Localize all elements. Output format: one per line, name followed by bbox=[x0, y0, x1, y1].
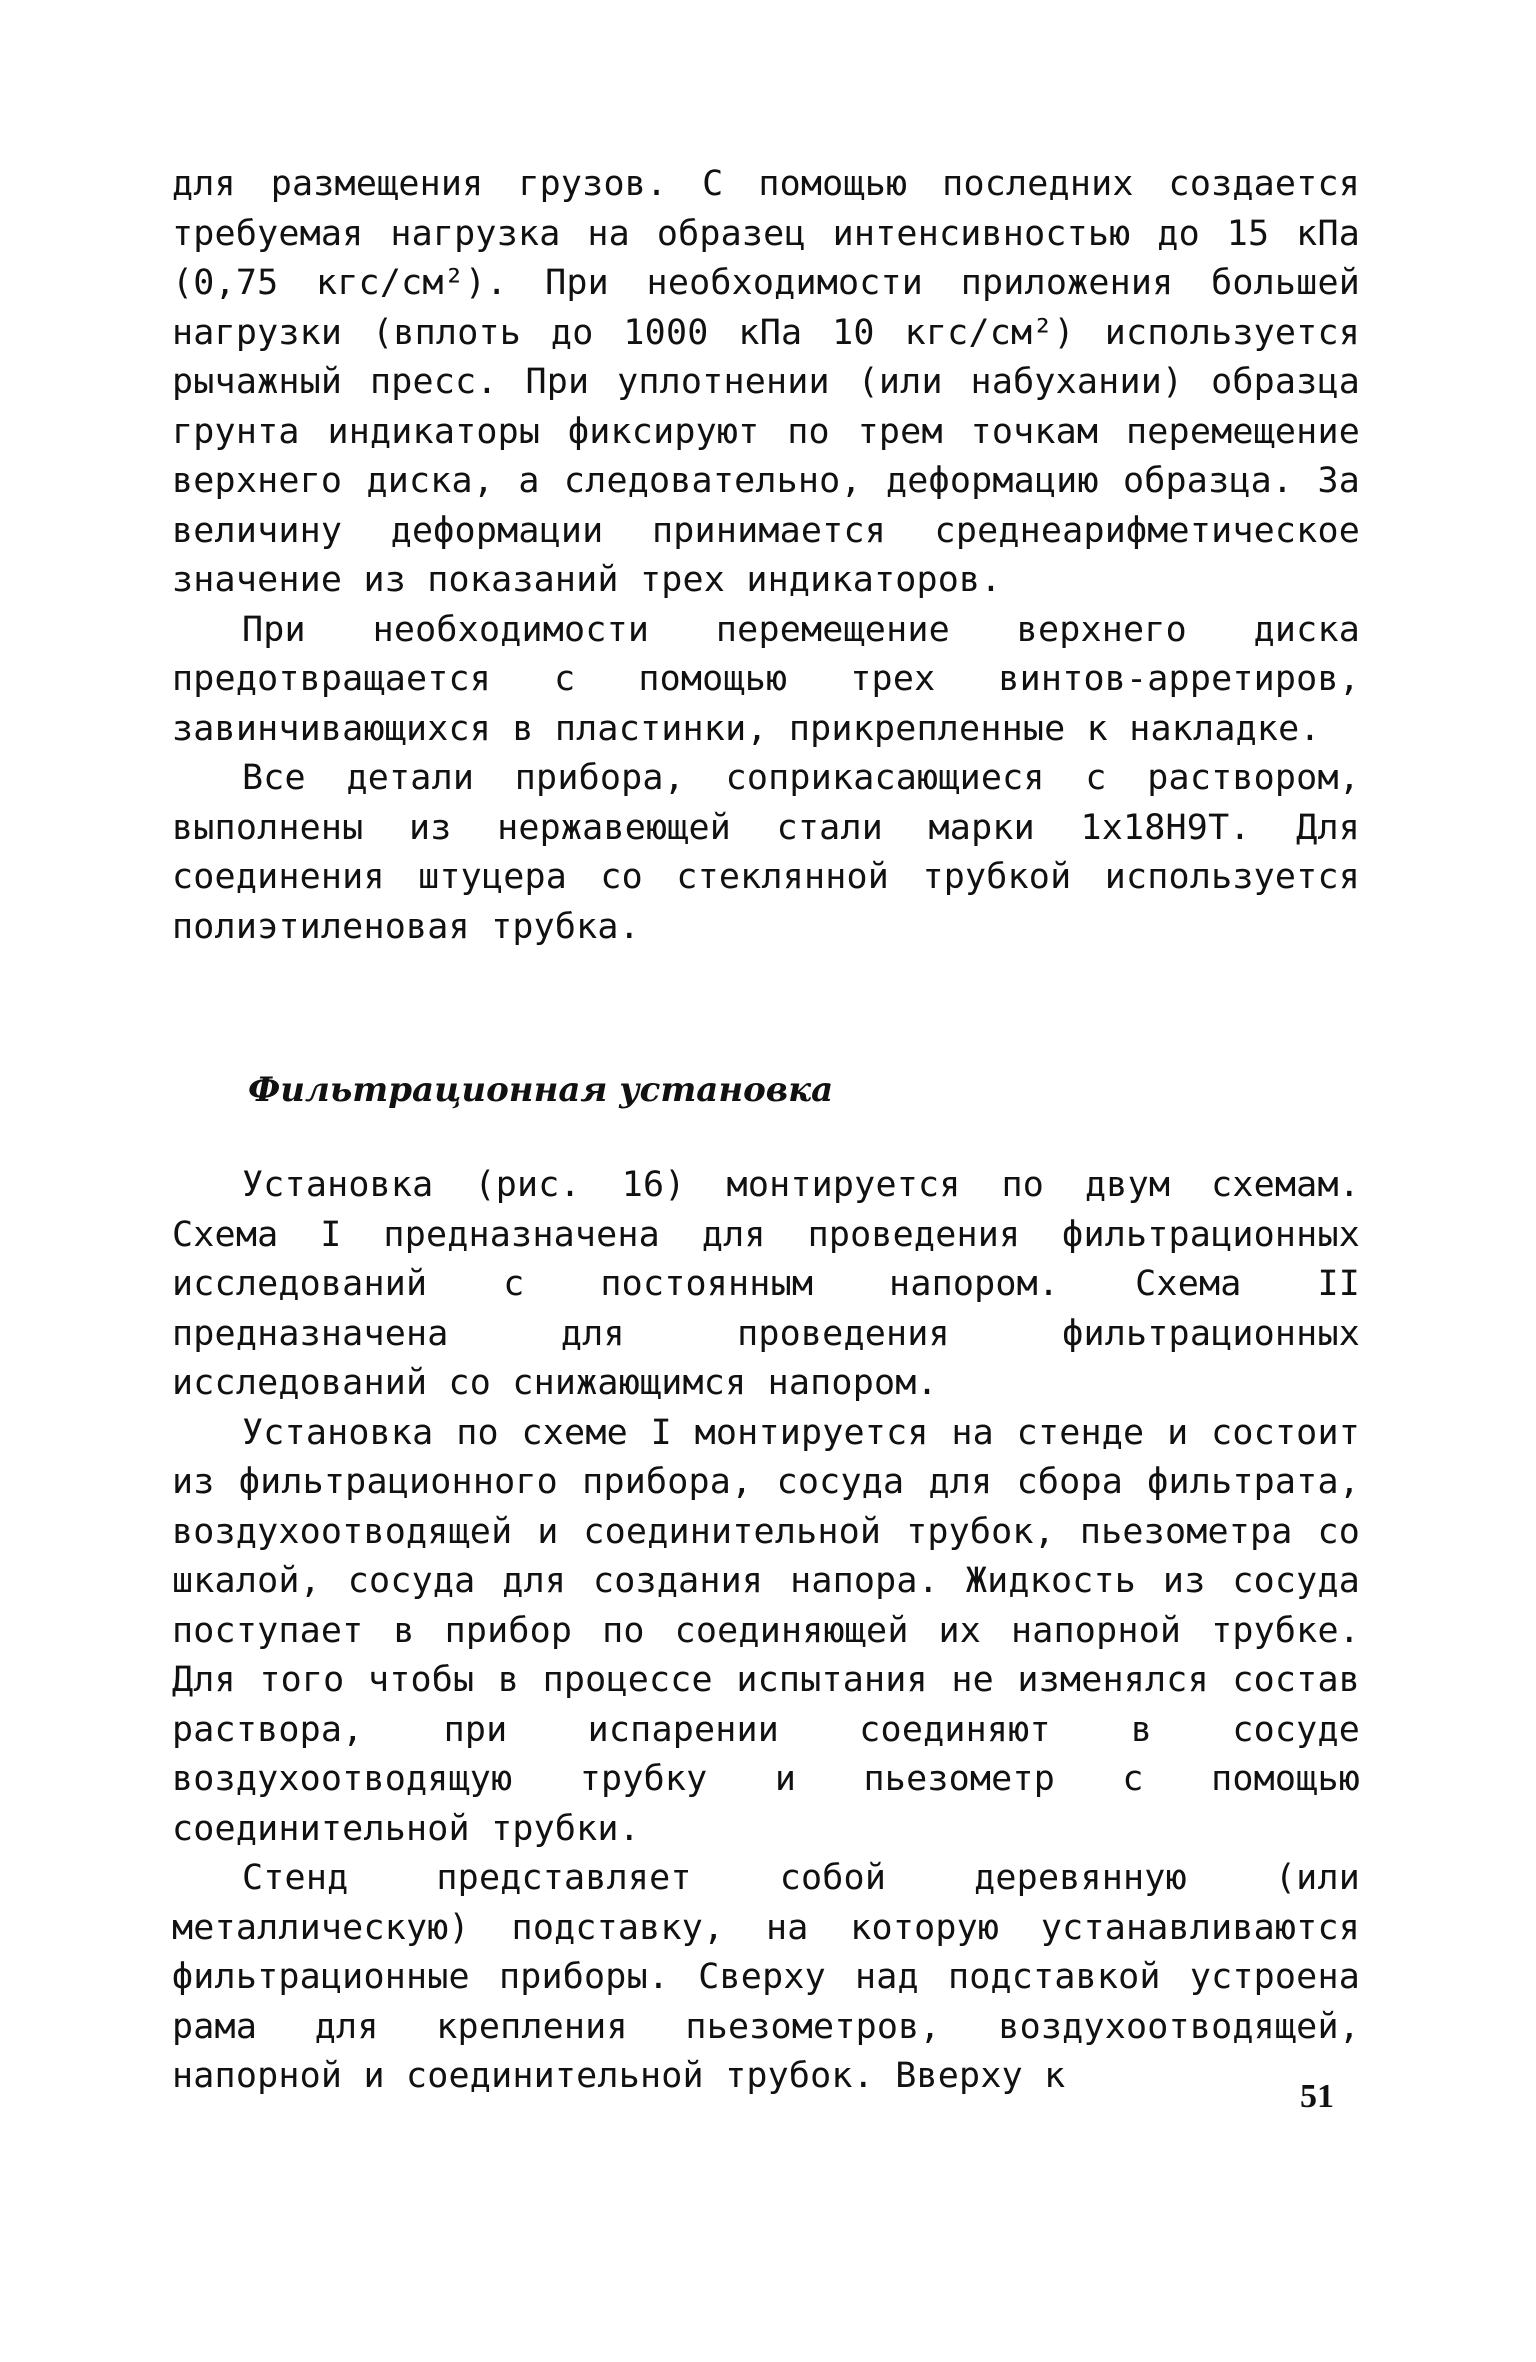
paragraph-materials: Все детали прибора, соприкасающиеся с раствором, выполнены из нержавеющей стали марки 1х18Н9Т. Для соединения штуцера со стеклянной трубкой используется полиэтиленовая трубка. bbox=[172, 758, 1360, 947]
paragraph-stand: Стенд представляет собой деревянную (или металлическую) подставку, на которую устанавливаются фильтрационные приборы. Сверху над подставкой устроена рама для крепления пьезометров, воздухоотводящей, напорной и соединительной трубок. Вверху к bbox=[172, 1858, 1360, 2096]
section-heading: Фильтрационная установка bbox=[248, 1070, 834, 1110]
text-block-top bbox=[172, 160, 1360, 952]
paragraph-load-application: для размещения грузов. С помощью последних создается требуемая нагрузка на образец интенсивностью до 15 кПа (0,75 кгс/см²). При необходимости приложения большей нагрузки (вплоть до 1000 кПа 10 кгс/см²) используется рычажный пресс. При уплотнении (или набухании) образца грунта индикаторы фиксируют по трем точкам перемещение верхнего диска, а следовательно, деформацию образца. За величину деформации принимается среднеарифметическое значение из показаний трех индикаторов. bbox=[172, 164, 1360, 600]
paragraph-disk-locking: При необходимости перемещение верхнего диска предотвращается с помощью трех винтов-арретиров, завинчивающихся в пластинки, прикрепленные к накладке. bbox=[172, 609, 1360, 749]
paragraph-scheme-one: Установка по схеме I монтируется на стенде и состоит из фильтрационного прибора, сосуда для сбора фильтрата, воздухоотводящей и соединительной трубок, пьезометра со шкалой, сосуда для создания напора. Жидкость из сосуда поступает в прибор по соединяющей их напорной трубке. Для того чтобы в процессе испытания не изменялся состав раствора, при испарении соединяют в сосуде воздухоотводящую трубку и пьезометр с помощью соединительной трубки. bbox=[172, 1412, 1360, 1849]
text-block-bottom bbox=[172, 1161, 1360, 2102]
paragraph-installation-schemes: Установка (рис. 16) монтируется по двум схемам. Схема I предназначена для проведения фильтрационных исследований с постоянным напором. Схема II предназначена для проведения фильтрационных исследований со снижающимся напором. bbox=[172, 1165, 1360, 1403]
page-number: 51 bbox=[1300, 2078, 1334, 2115]
